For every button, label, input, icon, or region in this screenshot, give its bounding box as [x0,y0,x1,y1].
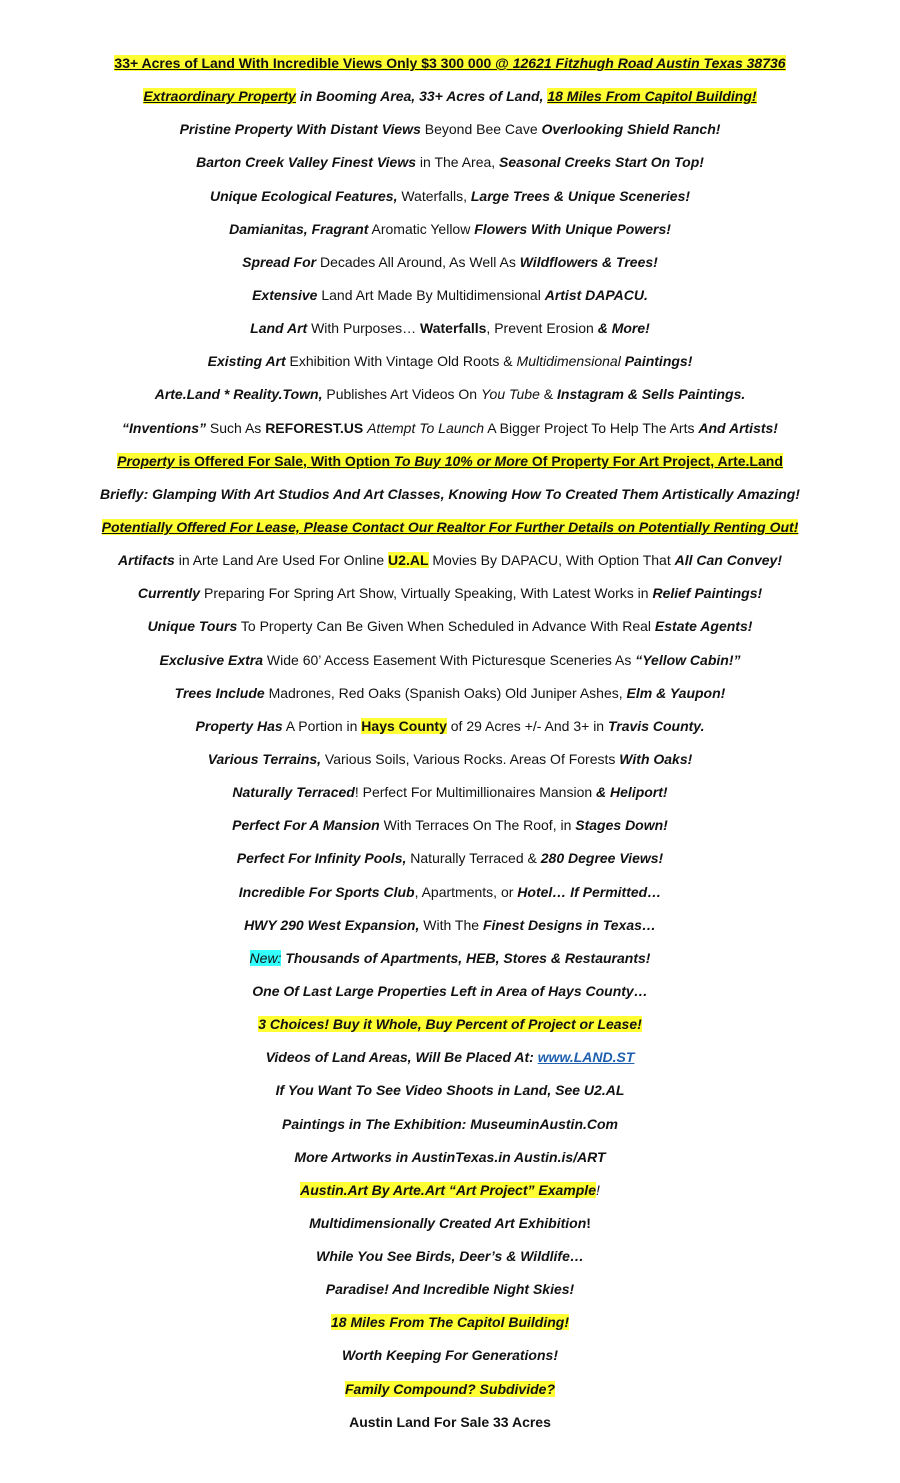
text-segment: ! [595,1181,600,1198]
text-line [0,549,900,582]
text-segment: With The [419,916,483,933]
text-segment: Perfect For A Mansion [232,817,380,834]
text-segment: Hays County [361,717,447,734]
text-segment: Artifacts [118,552,175,569]
text-segment: Naturally Terraced & [406,850,541,867]
text-segment: Movies By DAPACU, With Option That [428,552,675,569]
text-segment: Incredible For Sports Club [238,883,415,900]
text-segment: Wide 60’ Access Easement With Picturesque Sceneries As [263,651,636,668]
text-segment: All Can Convey! [674,552,782,569]
text-segment: ! Perfect For Multimillionaires Mansion [354,784,597,801]
text-line [0,1079,900,1112]
text-segment: Austin Land For Sale 33 Acres [349,1413,551,1430]
website-link[interactable]: www.LAND.ST [537,1049,635,1066]
text-segment: 33+ Acres of Land With Incredible Views Only $3 300 000 @ [114,55,513,71]
text-line [0,847,900,880]
text-segment: Thousands of Apartments, HEB, Stores & Restaurants! [285,949,651,966]
text-segment: Spread For [242,253,317,270]
text-segment: “Inventions” [122,419,207,436]
text-segment: To Buy 10% or More [393,452,528,469]
text-segment: Stages Down! [575,817,668,834]
text-segment: With Terraces On The Roof, in [379,817,576,834]
text-segment: Night Skies! [493,1281,575,1298]
text-segment: Austin.Art By Arte.Art “Art Project” Example [300,1181,596,1198]
text-line [0,383,900,416]
text-segment: Waterfalls, [397,187,471,204]
text-segment: Damianitas, Fragrant [229,220,369,237]
text-line [0,85,900,118]
text-segment: Travis County. [607,717,705,734]
text-line [0,251,900,284]
text-line [0,1212,900,1245]
text-line [0,350,900,383]
text-segment: 3 Choices! Buy it Whole, Buy Percent of Project or Lease! [258,1016,642,1033]
text-segment: 12621 Fitzhugh Road Austin Texas 38736 [512,55,786,71]
text-segment: Paradise! And Incredible [325,1281,494,1298]
text-line [0,151,900,184]
text-line [0,1311,900,1344]
text-segment: Preparing For Spring Art Show, Virtually Speaking, With Latest Works in [200,585,653,602]
text-line [0,218,900,251]
text-line [0,52,900,85]
text-segment: Large Trees & Unique Sceneries! [470,187,691,204]
text-segment: A Portion in [282,717,362,734]
text-segment: Estate Agents! [654,618,753,635]
text-segment: New: [249,949,282,966]
text-line [0,980,900,1013]
text-segment: Aromatic Yellow [368,220,475,237]
text-segment: in Arte Land Are Used For Online [174,552,389,569]
text-segment: With Oaks! [619,750,693,767]
text-line [0,582,900,615]
text-segment: And Artists! [698,419,778,436]
text-segment: Land Art [250,320,308,337]
text-segment: Beyond Bee Cave [420,121,542,138]
text-segment: ! [586,1214,591,1231]
text-segment: With Purposes… [307,320,421,337]
text-line [0,284,900,317]
text-line [0,1278,900,1311]
text-line [0,649,900,682]
text-segment: Hotel… If Permitted… [517,883,662,900]
text-segment: Property [117,452,175,469]
text-segment: You Tube [480,386,540,403]
text-segment: Arte.Land * Reality.Town, [154,386,323,403]
text-segment: 280 Degree Views! [540,850,664,867]
text-segment: Perfect For Infinity Pools, [236,850,407,867]
text-line [0,1344,900,1377]
text-segment: Overlooking Shield Ranch! [541,121,721,138]
text-segment: Exhibition With Vintage Old Roots & [285,353,517,370]
text-segment: & Heliport! [596,784,668,801]
text-segment: Family Compound? Subdivide? [345,1380,555,1397]
text-line [0,1146,900,1179]
text-line [0,450,900,483]
text-segment: 18 Miles From The Capitol Building! [330,1314,569,1331]
text-segment: , Apartments, or [414,883,518,900]
text-segment: Naturally Terraced [232,784,355,801]
text-line [0,947,900,980]
text-line [0,118,900,151]
text-line [0,1179,900,1212]
text-segment: Such As [206,419,266,436]
text-segment: & [539,386,557,403]
text-line [0,516,900,549]
text-line [0,1046,900,1079]
text-segment: While You See Birds, Deer’s & Wildlife… [316,1248,584,1265]
text-segment: A Bigger Project To Help The Arts [484,419,699,436]
text-segment: HWY 290 West Expansion, [244,916,420,933]
text-segment: More Artworks in AustinTexas.in Austin.is/ART [294,1148,606,1165]
text-line [0,417,900,450]
text-line [0,615,900,648]
text-segment: Pristine Property With Distant Views [179,121,421,138]
text-segment: Elm & Yaupon! [626,684,726,701]
text-line [0,1013,900,1046]
text-segment: Barton Creek Valley Finest Views [196,154,417,171]
text-segment: , Prevent Erosion [486,320,598,337]
text-segment: Trees Include [174,684,265,701]
text-segment: Flowers With Unique Powers! [474,220,671,237]
text-segment: is Offered For Sale, With Option [174,452,394,469]
text-segment: Decades All Around, As Well As [316,253,520,270]
text-line [0,317,900,350]
text-segment: & More! [597,320,650,337]
text-segment: of 29 Acres +/- And 3+ in [446,717,608,734]
text-segment: Extensive [252,286,318,303]
text-line [0,1245,900,1278]
text-segment: To Property Can Be Given When Scheduled in Advance With Real [237,618,655,635]
text-segment: Potentially Offered For Lease, Please Contact Our Realtor For Further Details on Potentially Renting Out! [101,518,799,535]
text-segment: “Yellow Cabin!” [635,651,741,668]
text-segment: Property Has [195,717,283,734]
text-line [0,781,900,814]
text-segment: Finest Designs in Texas… [482,916,656,933]
text-line [0,1411,900,1444]
text-segment: Artist DAPACU. [544,286,648,303]
text-segment: Paintings in The Exhibition: MuseuminAustin.Com [282,1115,618,1132]
text-segment: U2.AL [388,552,429,569]
text-segment: in Booming Area, 33+ Acres of Land, [295,88,548,105]
text-segment: Wildflowers & Trees! [519,253,658,270]
text-segment: Attempt To Launch [367,419,485,436]
text-segment: REFOREST.US [265,419,364,436]
text-segment: Extraordinary Property [143,88,296,105]
text-segment: Various Terrains, [207,750,322,767]
text-segment: Land Art Made By Multidimensional [317,286,545,303]
text-segment: Unique Ecological Features, [209,187,398,204]
text-segment: Videos of Land Areas, Will Be Placed At: [265,1049,538,1066]
text-segment: Seasonal Creeks Start On Top! [499,154,704,171]
text-line [0,185,900,218]
text-line [0,814,900,847]
text-line [0,715,900,748]
text-segment: Worth Keeping For Generations! [342,1347,558,1364]
text-segment: in The Area, [416,154,500,171]
text-segment: Exclusive Extra [159,651,264,668]
text-segment: Instagram & Sells Paintings. [557,386,746,403]
text-segment: Unique Tours [147,618,238,635]
text-line [0,748,900,781]
text-segment: Madrones, Red Oaks (Spanish Oaks) Old Juniper Ashes, [264,684,627,701]
text-segment: Multidimensional [516,353,621,370]
text-segment: Paintings! [624,353,693,370]
text-segment: Briefly: Glamping With Art Studios And Art Classes, Knowing How To Created Them Artistically Amazing! [100,485,800,502]
text-segment: Currently [137,585,201,602]
text-line [0,682,900,715]
text-segment: Publishes Art Videos On [322,386,481,403]
text-line [0,914,900,947]
text-segment: Various Soils, Various Rocks. Areas Of Forests [321,750,620,767]
text-segment: One Of Last Large Properties Left in Area of Hays County… [252,982,648,999]
text-segment: If You Want To See Video Shoots in Land, See U2.AL [275,1082,625,1099]
text-line [0,483,900,516]
text-line [0,1378,900,1411]
text-segment: Relief Paintings! [652,585,763,602]
text-line [0,881,900,914]
text-segment: 18 Miles From Capitol Building! [547,88,757,105]
text-segment: Waterfalls [420,320,487,337]
text-segment: Existing Art [207,353,286,370]
text-segment: Multidimensionally Created Art Exhibition [309,1214,587,1231]
text-segment: Of Property For Art Project, Arte.Land [527,452,783,469]
text-line [0,1113,900,1146]
